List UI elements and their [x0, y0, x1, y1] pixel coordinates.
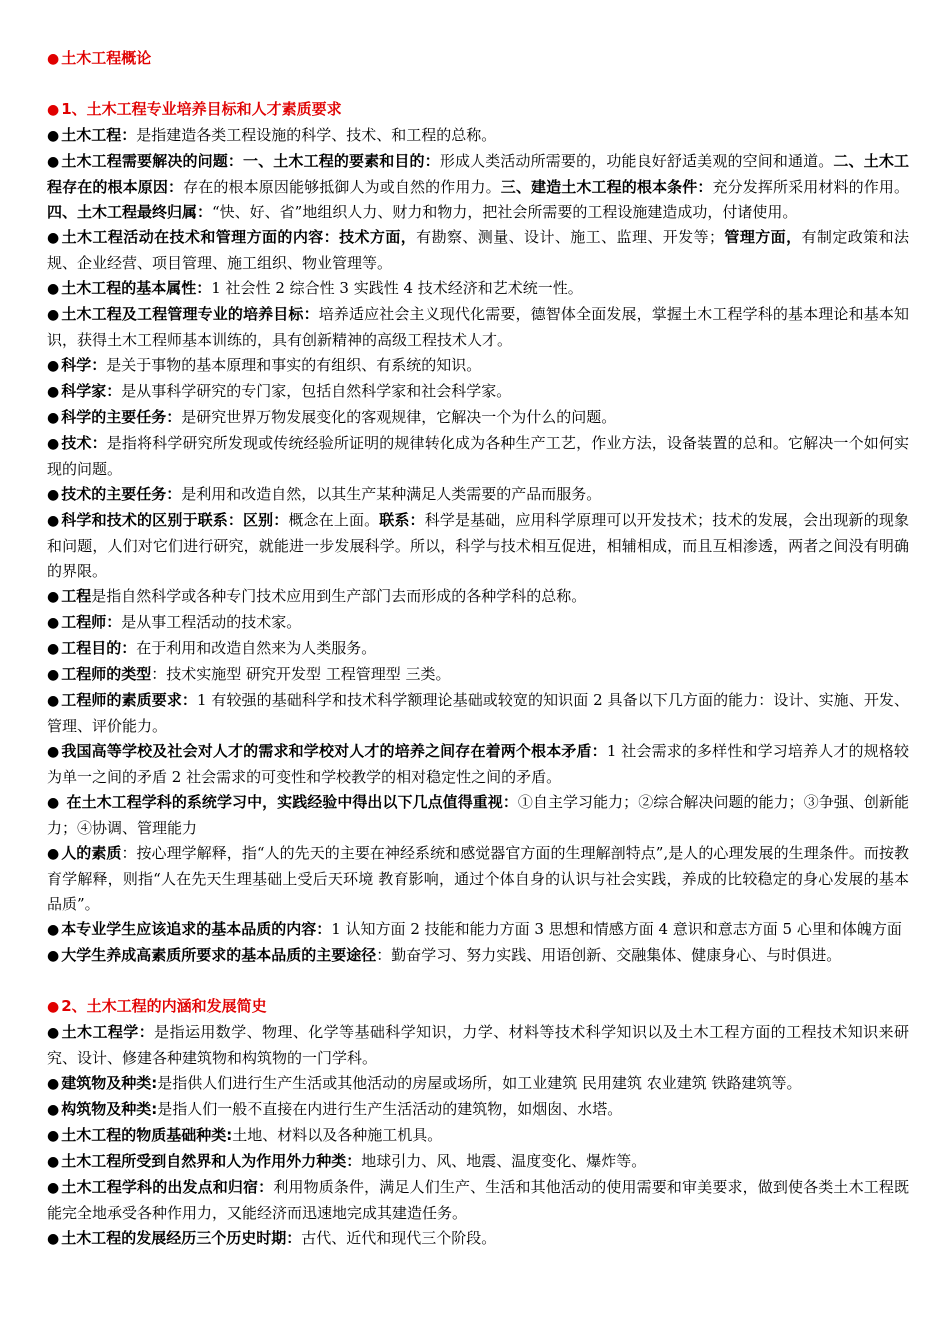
list-item	[47, 1020, 909, 1071]
section-heading	[47, 994, 909, 1020]
term-label: 土木工程的物质基础种类:	[61, 1126, 233, 1144]
definition-text: 是指运用数学、物理、化学等基础科学知识，力学、材料等技术科学知识以及土木工程方面的工程技术知识来研究、设计、修建各种建筑物和构筑物的一门学科。	[47, 1023, 909, 1067]
bullet-icon: ●	[47, 1128, 60, 1144]
definition-text: 是从事科学研究的专门家，包括自然科学家和社会科学家。	[121, 382, 512, 400]
term-label: 四、土木工程最终归属：	[47, 203, 213, 221]
definition-text: 充分发挥所采用材料的作用。	[712, 178, 909, 196]
definition-text: 存在的根本原因能够抵御人为或自然的作用力。	[183, 178, 501, 196]
list-item	[47, 123, 909, 149]
term-label: 人的素质	[61, 844, 122, 862]
list-item	[47, 688, 909, 739]
definition-text: 是指供人们进行生产生活或其他活动的房屋或场所，如工业建筑 民用建筑 农业建筑 铁路建筑等。	[157, 1074, 802, 1092]
term-label: 构筑物及种类:	[61, 1100, 158, 1118]
list-item	[47, 225, 909, 276]
list-item	[47, 353, 909, 379]
term-label: 土木工程所受到自然界和人为作用外力种类：	[61, 1152, 362, 1170]
bullet-icon: ●	[47, 1231, 60, 1247]
bullet-icon: ●	[47, 846, 60, 862]
list-item	[47, 739, 909, 790]
bullet-icon: ●	[47, 1180, 60, 1196]
bullet-icon: ●	[47, 1102, 60, 1118]
term-label: 科学的主要任务：	[61, 408, 182, 426]
list-item	[47, 276, 909, 302]
bullet-icon: ●	[47, 51, 60, 67]
sections-container	[47, 72, 909, 1252]
term-label: 大学生养成高素质所要求的基本品质的主要途径	[61, 946, 377, 964]
definition-text: 是指自然科学或各种专门技术应用到生产部门去而形成的各种学科的总称。	[91, 587, 587, 605]
section-spacer	[47, 969, 909, 994]
bullet-icon: ●	[47, 615, 60, 631]
term-label: 二、土木工程存在的根本原因：	[47, 152, 909, 196]
term-label: 土木工程的基本属性：	[61, 279, 212, 297]
bullet-icon: ●	[47, 693, 60, 709]
bullet-icon: ●	[47, 744, 60, 760]
definition-text: 是关于事物的基本原理和事实的有组织、有系统的知识。	[106, 356, 482, 374]
bullet-icon: ●	[47, 384, 60, 400]
list-item	[47, 302, 909, 353]
term-label: 科学家：	[61, 382, 122, 400]
list-item	[47, 508, 909, 584]
term-label: 土木工程的发展经历三个历史时期：	[61, 1229, 302, 1247]
definition-text: 是从事工程活动的技术家。	[121, 613, 302, 631]
list-item	[47, 149, 909, 225]
definition-text: 1 社会需求的多样性和学习培养人才的规格较为单一之间的矛盾 2 社会需求的可变性和学校教学的相对稳定性之间的矛盾。	[47, 742, 909, 786]
term-label: 工程师：	[61, 613, 122, 631]
definition-text: 是指人们一般不直接在内进行生产生活活动的建筑物，如烟囱、水塔。	[157, 1100, 623, 1118]
bullet-icon: ●	[47, 1076, 60, 1092]
list-item	[47, 584, 909, 610]
bullet-icon: ●	[47, 230, 60, 246]
definition-text: 1 社会性 2 综合性 3 实践性 4 技术经济和艺术统一性。	[211, 279, 583, 297]
list-item	[47, 1149, 909, 1175]
bullet-icon: ●	[47, 999, 60, 1015]
definition-text: 有制定政策和法规、企业经营、项目管理、施工组织、物业管理等。	[47, 228, 909, 272]
definition-text: ①自主学习能力；②综合解决问题的能力；③争强、创新能力；④协调、管理能力	[47, 793, 909, 837]
definition-text: 在于利用和改造自然来为人类服务。	[136, 639, 377, 657]
bullet-icon: ●	[47, 513, 60, 529]
bullet-icon: ●	[47, 795, 60, 811]
definition-text: 土地、材料以及各种施工机具。	[232, 1126, 443, 1144]
bullet-icon: ●	[47, 410, 60, 426]
definition-text: 1 认知方面 2 技能和能力方面 3 思想和情感方面 4 意识和意志方面 5 心里和体魄方面	[331, 920, 902, 938]
list-item	[47, 1175, 909, 1226]
definition-text: 概念在上面。	[288, 511, 380, 529]
term-label: 本专业学生应该追求的基本品质的内容：	[61, 920, 332, 938]
definition-text: 是指将科学研究所发现或传统经验所证明的规律转化成为各种生产工艺，作业方法，设备装置的总和。它解决一个如何实现的问题。	[47, 434, 909, 478]
definition-text: ：技术实施型 研究开发型 工程管理型 三类。	[151, 665, 451, 683]
document-title-text: 土木工程概论	[61, 49, 152, 67]
definition-text: 是研究世界万物发展变化的客观规律，它解决一个为什么的问题。	[181, 408, 617, 426]
definition-text: 是指建造各类工程设施的科学、技术、和工程的总称。	[136, 126, 497, 144]
definition-text: 有勘察、测量、设计、施工、监理、开发等；	[416, 228, 725, 246]
bullet-icon: ●	[47, 102, 60, 118]
list-item	[47, 1097, 909, 1123]
bullet-icon: ●	[47, 948, 60, 964]
definition-text: 形成人类活动所需要的，功能良好舒适美观的空间和通道。	[439, 152, 834, 170]
list-item	[47, 405, 909, 431]
list-item	[47, 610, 909, 636]
bullet-icon: ●	[47, 1154, 60, 1170]
list-item	[47, 636, 909, 662]
term-label: 工程师的素质要求：	[61, 691, 197, 709]
list-item	[47, 841, 909, 917]
list-item	[47, 662, 909, 688]
term-label: 联系：	[379, 511, 425, 529]
term-label: 技术的主要任务：	[61, 485, 182, 503]
term-label: 工程师的类型	[61, 665, 152, 683]
list-item	[47, 943, 909, 969]
term-label: 管理方面，	[724, 228, 802, 246]
term-label: 三、建造土木工程的根本条件：	[500, 178, 713, 196]
list-item	[47, 431, 909, 482]
term-label: 工程目的：	[61, 639, 137, 657]
definition-text: 科学是基础，应用科学原理可以开发技术；技术的发展，会出现新的现象和问题，人们对它们进行研究，就能进一步发展科学。所以，科学与技术相互促进，相辅相成，而且互相渗透，两者之间没有明确的界限。	[47, 511, 909, 580]
definition-text: 1 有较强的基础科学和技术科学额理论基础或较宽的知识面 2 具备以下几方面的能力：设计、实施、开发、管理、评价能力。	[47, 691, 909, 735]
bullet-icon: ●	[47, 922, 60, 938]
term-label: 我国高等学校及社会对人才的需求和学校对人才的培养之间存在着两个根本矛盾：	[61, 742, 607, 760]
term-label: 技术：	[61, 434, 107, 452]
definition-text: 地球引力、风、地震、温度变化、爆炸等。	[361, 1152, 647, 1170]
section-heading-text: 1、土木工程专业培养目标和人才素质要求	[61, 100, 342, 118]
section-heading-text: 2、土木工程的内涵和发展简史	[61, 997, 267, 1015]
term-label: 科学和技术的区别于联系：区别：	[61, 511, 289, 529]
document-title	[47, 46, 909, 72]
bullet-icon: ●	[47, 641, 60, 657]
bullet-icon: ●	[47, 1025, 60, 1041]
list-item	[47, 790, 909, 841]
definition-text: 古代、近代和现代三个阶段。	[301, 1229, 497, 1247]
bullet-icon: ●	[47, 307, 60, 323]
bullet-icon: ●	[47, 436, 60, 452]
bullet-icon: ●	[47, 358, 60, 374]
bullet-icon: ●	[47, 281, 60, 297]
definition-text: 是利用和改造自然，以其生产某种满足人类需要的产品而服务。	[181, 485, 602, 503]
list-item	[47, 1071, 909, 1097]
term-label: 土木工程需要解决的问题：一、土木工程的要素和目的：	[61, 152, 440, 170]
term-label: 在土木工程学科的系统学习中，实践经验中得出以下几点值得重视：	[61, 793, 518, 811]
list-item	[47, 482, 909, 508]
term-label: 土木工程活动在技术和管理方面的内容：技术方面，	[61, 228, 417, 246]
list-item	[47, 1123, 909, 1149]
definition-text: 培养适应社会主义现代化需要，德智体全面发展，掌握土木工程学科的基本理论和基本知识，获得土木工程师基本训练的，具有创新精神的高级工程技术人才。	[47, 305, 909, 349]
term-label: 土木工程学科的出发点和归宿：	[61, 1178, 274, 1196]
list-item	[47, 379, 909, 405]
bullet-icon: ●	[47, 667, 60, 683]
bullet-icon: ●	[47, 487, 60, 503]
term-label: 工程	[61, 587, 92, 605]
term-label: 科学：	[61, 356, 107, 374]
list-item	[47, 917, 909, 943]
list-item	[47, 1226, 909, 1252]
document-page	[47, 46, 909, 1252]
bullet-icon: ●	[47, 128, 60, 144]
definition-text: “快、好、省”地组织人力、财力和物力，把社会所需要的工程设施建造成功，付诸使用。	[212, 203, 798, 221]
section-heading	[47, 97, 909, 123]
definition-text: 利用物质条件，满足人们生产、生活和其他活动的使用需要和审美要求，做到使各类土木工程既能完全地承受各种作用力，又能经济而迅速地完成其建造任务。	[47, 1178, 909, 1222]
definition-text: ：勤奋学习、努力实践、用语创新、交融集体、健康身心、与时俱进。	[376, 946, 842, 964]
section-spacer	[47, 72, 909, 97]
term-label: 土木工程及工程管理专业的培养目标：	[61, 305, 319, 323]
bullet-icon: ●	[47, 154, 60, 170]
term-label: 建筑物及种类:	[61, 1074, 158, 1092]
term-label: 土木工程学：	[61, 1023, 155, 1041]
definition-text: ：按心理学解释，指“人的先天的主要在神经系统和感觉器官方面的生理解剖特点”,是人的心理发展的生理条件。而按教育学解释，则指“人在先天生理基础上受后天环境 教育影响，通过个体自身的认识与社会实践，养成的比较稳定的身心发展的基本品质”。	[47, 844, 909, 913]
bullet-icon: ●	[47, 589, 60, 605]
term-label: 土木工程：	[61, 126, 137, 144]
